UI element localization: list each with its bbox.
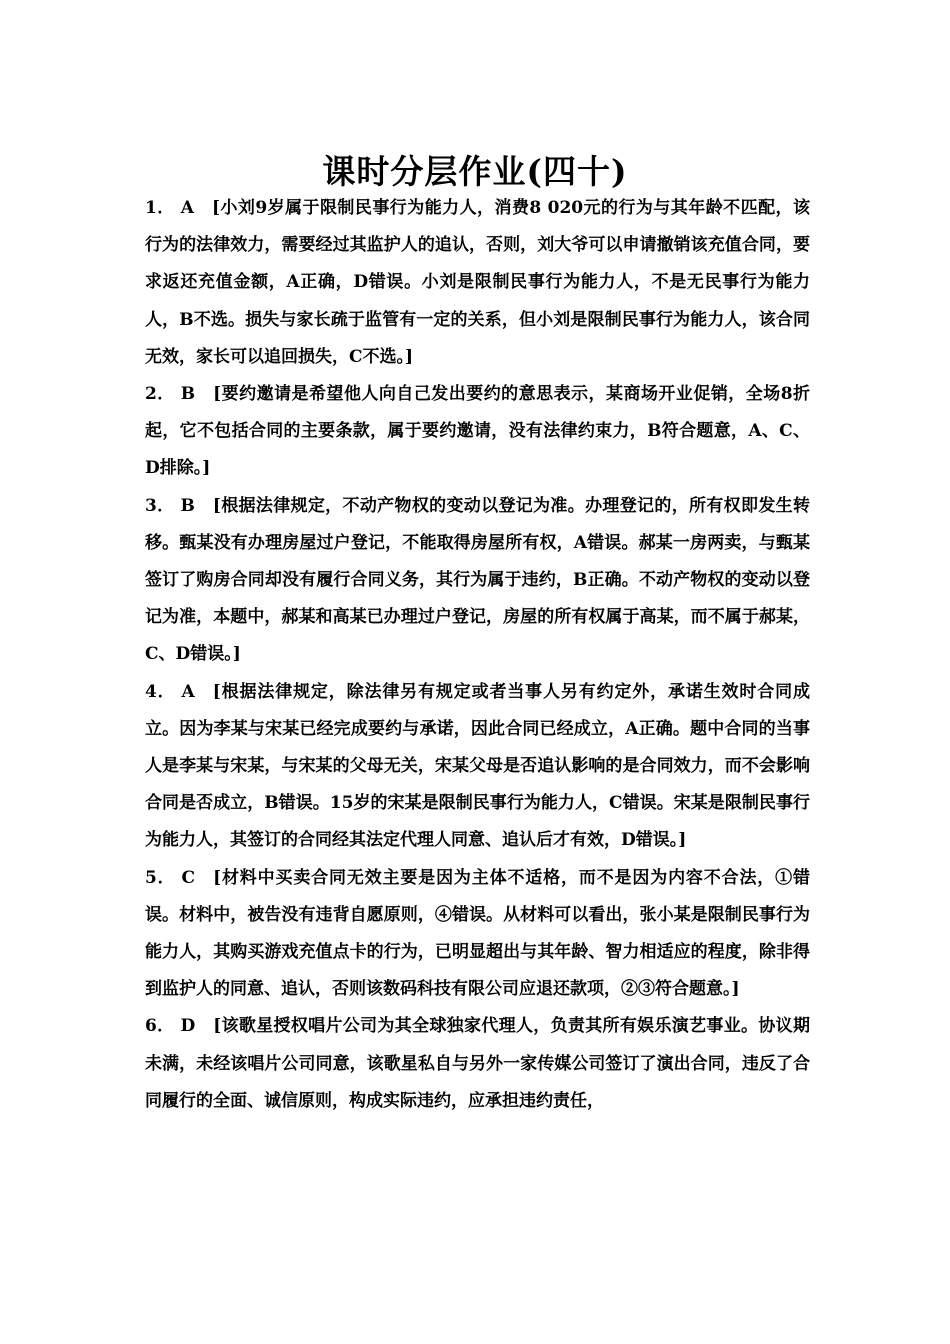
answer-list — [145, 190, 810, 1120]
answer-choice: B — [180, 495, 195, 516]
answer-number: 4． — [145, 681, 176, 702]
answer-item-2 — [145, 376, 810, 488]
answer-number: 1． — [145, 198, 175, 218]
answer-item-1 — [145, 190, 810, 376]
answer-choice: B — [180, 384, 196, 405]
answer-choice: A — [180, 198, 194, 218]
answer-explanation: [根据法律规定，除法律另有规定或者当事人另有约定外，承诺生效时合同成立。因为李某与宋某已经完成要约与承诺，因此合同已经成立，A正确。题中合同的当事人是李某与宋某，与宋某的父母无关，宋某父母是否追认影响的是合同效力，而不会影响合同是否成立，B错误。15岁的宋某是限制民事行为能力人，C错误。宋某是限制民事行为能力人，其签订的合同经其法定代理人同意、追认后才有效，D错误。] — [145, 681, 810, 851]
page-title: 课时分层作业(四十) — [322, 152, 628, 192]
answer-number: 6． — [145, 1016, 175, 1037]
answer-explanation: [该歌星授权唱片公司为其全球独家代理人，负责其所有娱乐演艺事业。协议期未满，未经该唱片公司同意，该歌星私自与另外一家传媒公司签订了演出合同，违反了合同履行的全面、诚信原则，构成实际违约，应承担违约责任， — [145, 1016, 810, 1111]
answer-explanation: [要约邀请是希望他人向自己发出要约的意思表示，某商场开业促销，全场8折起，它不包括合同的主要条款，属于要约邀请，没有法律约束力，B符合题意，A、C、D排除。] — [145, 384, 810, 479]
answer-item-5 — [145, 860, 810, 1009]
answer-choice: C — [181, 867, 196, 888]
answer-number: 2． — [145, 384, 175, 405]
answer-explanation: [材料中买卖合同无效主要是因为主体不适格，而不是因为内容不合法，①错误。材料中，被告没有违背自愿原则，④错误。从材料可以看出，张小某是限制民事行为能力人，其购买游戏充值点卡的行为，已明显超出与其年龄、智力相适应的程度，除非得到监护人的同意、追认，否则该数码科技有限公司应退还款项，②③符合题意。] — [145, 867, 810, 1000]
answer-number: 3． — [145, 495, 175, 516]
answer-item-4 — [145, 674, 810, 860]
answer-item-6 — [145, 1008, 810, 1120]
answer-explanation: [根据法律规定，不动产物权的变动以登记为准。办理登记的，所有权即发生转移。甄某没有办理房屋过户登记，不能取得房屋所有权，A错误。郝某一房两卖，与甄某签订了购房合同却没有履行合同义务，其行为属于违约，B正确。不动产物权的变动以登记为准，本题中，郝某和高某已办理过户登记，房屋的所有权属于高某，而不属于郝某，C、D错误。] — [145, 495, 810, 665]
answer-explanation: [小刘9岁属于限制民事行为能力人，消费8 020元的行为与其年龄不匹配，该行为的法律效力，需要经过其监护人的追认，否则，刘大爷可以申请撤销该充值合同，要求返还充值金额，A正确，D错误。小刘是限制民事行为能力人，不是无民事行为能力人，B不选。损失与家长疏于监管有一定的关系，但小刘是限制民事行为能力人，该合同无效，家长可以追回损失，C不选。] — [145, 198, 810, 367]
answer-choice: A — [181, 681, 195, 702]
answer-choice: D — [180, 1016, 196, 1037]
answer-item-3 — [145, 488, 810, 674]
answer-number: 5． — [145, 867, 176, 888]
